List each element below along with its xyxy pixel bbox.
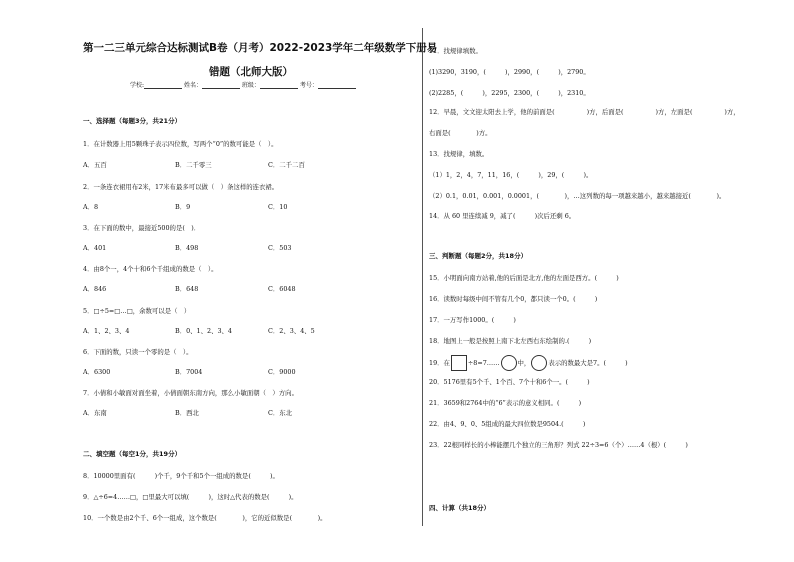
q3-option-a: A．401 xyxy=(83,244,107,252)
question-7: 7．小倩和小敏面对面坐着，小倩面朝东南方向，那么小敏面朝（ ）方向。 xyxy=(83,389,298,397)
column-divider xyxy=(422,28,423,526)
circle-blank-shape xyxy=(531,355,547,371)
q1-option-b: B．二千零三 xyxy=(175,161,212,169)
q2-option-c: C．10 xyxy=(268,203,288,211)
q4-option-c: C．6048 xyxy=(268,285,296,293)
class-field[interactable] xyxy=(260,81,298,89)
question-19 xyxy=(429,355,628,371)
page-title-line1: 第一二三单元综合达标测试B卷（月考）2022-2023学年二年级数学下册易 xyxy=(83,42,438,54)
q3-option-b: B．498 xyxy=(175,244,199,252)
question-12-line2: 右面是( )方。 xyxy=(429,129,492,137)
question-9: 9．△÷6=4……□，□里最大可以填( )，这时△代表的数是( )。 xyxy=(83,493,298,501)
q19-mid1: ÷8=7…… xyxy=(467,359,500,367)
question-11: 11．找规律填数。 xyxy=(429,47,482,55)
school-label: 学校: xyxy=(130,82,145,89)
q19-prefix: 19．在 xyxy=(429,359,450,367)
question-18: 18．地图上一般是按照上南下北左西右东绘制的.( ) xyxy=(429,337,592,345)
q1-option-c: C．二千二百 xyxy=(268,161,305,169)
exam-number-label: 考号： xyxy=(299,82,318,89)
question-13: 13．找规律，填数。 xyxy=(429,150,489,158)
q13-part-2: （2）0.1，0.01，0.001，0.0001，( )，…这列数的每一项越来越小，越来越接近( )。 xyxy=(429,192,726,200)
q7-option-b: B．西北 xyxy=(175,409,199,417)
question-3: 3．在下面的数中，最接近500的是( )． xyxy=(83,224,201,232)
q6-option-a: A．6300 xyxy=(83,368,111,376)
q4-option-b: B．648 xyxy=(175,285,199,293)
section4-heading: 四、计算（共18分） xyxy=(429,504,491,512)
q2-option-b: B．9 xyxy=(175,203,191,211)
section3-heading: 三、判断题（每题2分，共18分） xyxy=(429,252,528,260)
q11-part-2: (2)2285，( )，2295，2300，( )，2310。 xyxy=(429,89,590,97)
q1-option-a: A．五百 xyxy=(83,161,107,169)
q5-option-a: A．1、2、3、4 xyxy=(83,327,130,335)
question-1: 1．在计数器上用5颗珠子表示四位数，写两个“0”的数可能是（ ）。 xyxy=(83,140,278,148)
question-5: 5．□÷5=□…□，余数可以是（ ） xyxy=(83,307,191,315)
question-16: 16．读数时每级中间不管有几个0，都只读一个0。( ) xyxy=(429,295,598,303)
q19-mid2: 中， xyxy=(517,359,531,367)
q11-part-1: (1)3290，3190，( )，2990，( )，2790。 xyxy=(429,68,590,76)
q19-suffix: 表示的数最大是7。( ) xyxy=(548,359,628,367)
q6-option-b: B．7004 xyxy=(175,368,203,376)
question-4: 4．由8个一，4个十和6个千组成的数是（ ）。 xyxy=(83,265,218,273)
question-15: 15．小明面向南方站着,他的后面是北方,他的左面是西方。( ) xyxy=(429,274,619,282)
question-20: 20．5176里有5个千、1个百、7个十和6个一。( ) xyxy=(429,378,590,386)
question-6: 6．下面的数，只读一个零的是（ ）。 xyxy=(83,348,193,356)
class-label: 班级： xyxy=(241,82,260,89)
page-title-line2: 错题（北师大版） xyxy=(209,66,293,78)
question-14: 14．从 60 里连续减 9，减了( )次后还剩 6。 xyxy=(429,212,576,220)
exam-number-field[interactable] xyxy=(318,81,356,89)
q5-option-b: B．0、1、2、3、4 xyxy=(175,327,232,335)
question-10: 10．一个数是由2个千、6个一组成，这个数是( )，它的近似数是( )。 xyxy=(83,514,327,522)
q2-option-a: A．8 xyxy=(83,203,99,211)
name-field[interactable] xyxy=(202,81,240,89)
question-17: 17．一万写作1000。( ) xyxy=(429,316,516,324)
square-blank-shape xyxy=(451,355,467,371)
question-12-line1: 12．早晨，文文迎太阳去上学，他的前面是( )方，后面是( )方，左面是( )方， xyxy=(429,108,740,116)
q13-part-1: （1）1，2，4，7，11，16，( )，29，( )。 xyxy=(429,171,593,179)
question-2: 2．一条连衣裙用布2米，17米布最多可以做（ ）条这样的连衣裙。 xyxy=(83,183,279,191)
question-23: 23．22根同样长的小棒能摆几个独立的三角形？列式 22÷3=6（个）……4（根）( ) xyxy=(429,441,688,449)
q5-option-c: C．2、3、4、5 xyxy=(268,327,315,335)
circle-blank-shape xyxy=(501,355,517,371)
question-21: 21．3659和2764中的“6”表示的意义相同。( ) xyxy=(429,399,582,407)
section2-heading: 二、填空题（每空1分，共19分） xyxy=(83,450,182,458)
school-field[interactable] xyxy=(144,81,182,89)
question-8: 8．10000里面有( )个千，9个千和5个一组成的数是( )。 xyxy=(83,472,279,480)
question-22: 22．由4、9、0、5组成的最大四位数是9504.( ) xyxy=(429,420,586,428)
name-label: 姓名： xyxy=(183,82,202,89)
student-info-row xyxy=(130,80,356,89)
q7-option-a: A．东南 xyxy=(83,409,107,417)
q4-option-a: A．846 xyxy=(83,285,107,293)
q3-option-c: C．503 xyxy=(268,244,292,252)
q7-option-c: C．东北 xyxy=(268,409,293,417)
section1-heading: 一、选择题（每题3分，共21分） xyxy=(83,117,182,125)
q6-option-c: C．9000 xyxy=(268,368,296,376)
